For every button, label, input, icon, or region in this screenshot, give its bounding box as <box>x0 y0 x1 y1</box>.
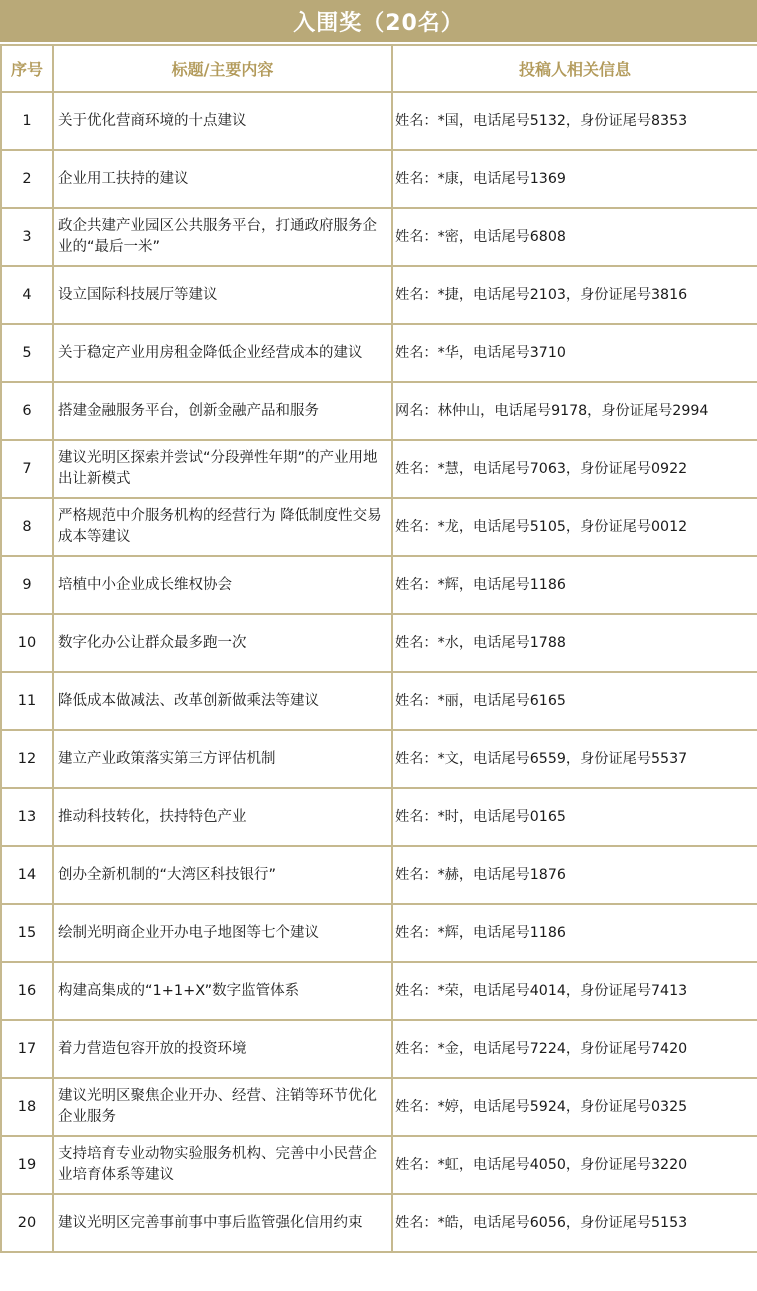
table-row <box>1 440 757 498</box>
row-number: 5 <box>1 324 53 382</box>
banner-title: 入围奖（20名） <box>0 0 757 44</box>
row-number: 6 <box>1 382 53 440</box>
row-number: 3 <box>1 208 53 266</box>
row-title: 关于优化营商环境的十点建议 <box>53 92 392 150</box>
table-header-row <box>1 45 757 92</box>
table-row <box>1 498 757 556</box>
table-row <box>1 788 757 846</box>
row-title: 建立产业政策落实第三方评估机制 <box>53 730 392 788</box>
row-number: 13 <box>1 788 53 846</box>
row-title: 创办全新机制的“大湾区科技银行” <box>53 846 392 904</box>
row-contributor-info: 姓名：*慧，电话尾号7063，身份证尾号0922 <box>392 440 757 498</box>
row-title: 设立国际科技展厅等建议 <box>53 266 392 324</box>
row-title: 关于稳定产业用房租金降低企业经营成本的建议 <box>53 324 392 382</box>
table-row <box>1 150 757 208</box>
row-title: 支持培育专业动物实验服务机构、完善中小民营企业培育体系等建议 <box>53 1136 392 1194</box>
row-number: 17 <box>1 1020 53 1078</box>
row-number: 11 <box>1 672 53 730</box>
row-number: 1 <box>1 92 53 150</box>
row-title: 严格规范中介服务机构的经营行为 降低制度性交易成本等建议 <box>53 498 392 556</box>
row-contributor-info: 姓名：*赫，电话尾号1876 <box>392 846 757 904</box>
row-title: 建议光明区完善事前事中事后监管强化信用约束 <box>53 1194 392 1252</box>
table-row <box>1 208 757 266</box>
row-contributor-info: 姓名：*华，电话尾号3710 <box>392 324 757 382</box>
row-contributor-info: 姓名：*虹，电话尾号4050，身份证尾号3220 <box>392 1136 757 1194</box>
row-title: 培植中小企业成长维权协会 <box>53 556 392 614</box>
table-row <box>1 266 757 324</box>
row-number: 19 <box>1 1136 53 1194</box>
row-number: 15 <box>1 904 53 962</box>
row-contributor-info: 姓名：*龙，电话尾号5105，身份证尾号0012 <box>392 498 757 556</box>
row-contributor-info: 姓名：*皓，电话尾号6056，身份证尾号5153 <box>392 1194 757 1252</box>
row-contributor-info: 姓名：*丽，电话尾号6165 <box>392 672 757 730</box>
row-contributor-info: 姓名：*辉，电话尾号1186 <box>392 556 757 614</box>
row-contributor-info: 姓名：*水，电话尾号1788 <box>392 614 757 672</box>
row-title: 企业用工扶持的建议 <box>53 150 392 208</box>
table-row <box>1 904 757 962</box>
table-row <box>1 382 757 440</box>
row-number: 4 <box>1 266 53 324</box>
table-row <box>1 846 757 904</box>
table-row <box>1 962 757 1020</box>
table-row <box>1 1078 757 1136</box>
row-contributor-info: 姓名：*捷，电话尾号2103，身份证尾号3816 <box>392 266 757 324</box>
row-contributor-info: 姓名：*荣，电话尾号4014，身份证尾号7413 <box>392 962 757 1020</box>
row-contributor-info: 姓名：*文，电话尾号6559，身份证尾号5537 <box>392 730 757 788</box>
row-number: 14 <box>1 846 53 904</box>
row-contributor-info: 姓名：*婷，电话尾号5924，身份证尾号0325 <box>392 1078 757 1136</box>
row-number: 7 <box>1 440 53 498</box>
row-number: 9 <box>1 556 53 614</box>
table-row <box>1 324 757 382</box>
row-title: 数字化办公让群众最多跑一次 <box>53 614 392 672</box>
row-number: 20 <box>1 1194 53 1252</box>
row-contributor-info: 姓名：*国，电话尾号5132，身份证尾号8353 <box>392 92 757 150</box>
row-contributor-info: 姓名：*金，电话尾号7224，身份证尾号7420 <box>392 1020 757 1078</box>
row-title: 政企共建产业园区公共服务平台，打通政府服务企业的“最后一米” <box>53 208 392 266</box>
row-number: 2 <box>1 150 53 208</box>
table-row <box>1 556 757 614</box>
row-number: 16 <box>1 962 53 1020</box>
table-row <box>1 1136 757 1194</box>
row-title: 搭建金融服务平台，创新金融产品和服务 <box>53 382 392 440</box>
row-number: 18 <box>1 1078 53 1136</box>
award-table <box>0 44 757 1253</box>
row-title: 构建高集成的“1+1+X”数字监管体系 <box>53 962 392 1020</box>
row-number: 8 <box>1 498 53 556</box>
table-row <box>1 614 757 672</box>
row-title: 推动科技转化，扶持特色产业 <box>53 788 392 846</box>
row-title: 建议光明区探索并尝试“分段弹性年期”的产业用地出让新模式 <box>53 440 392 498</box>
row-number: 10 <box>1 614 53 672</box>
row-title: 着力营造包容开放的投资环境 <box>53 1020 392 1078</box>
table-row <box>1 730 757 788</box>
row-title: 建议光明区聚焦企业开办、经营、注销等环节优化企业服务 <box>53 1078 392 1136</box>
row-contributor-info: 姓名：*密，电话尾号6808 <box>392 208 757 266</box>
row-contributor-info: 姓名：*辉，电话尾号1186 <box>392 904 757 962</box>
row-title: 降低成本做减法、改革创新做乘法等建议 <box>53 672 392 730</box>
header-number: 序号 <box>1 45 53 92</box>
row-contributor-info: 姓名：*时，电话尾号0165 <box>392 788 757 846</box>
row-number: 12 <box>1 730 53 788</box>
table-row <box>1 92 757 150</box>
table-row <box>1 1194 757 1252</box>
row-contributor-info: 网名：林仲山，电话尾号9178，身份证尾号2994 <box>392 382 757 440</box>
header-title: 标题/主要内容 <box>53 45 392 92</box>
header-contributor-info: 投稿人相关信息 <box>392 45 757 92</box>
row-contributor-info: 姓名：*康，电话尾号1369 <box>392 150 757 208</box>
table-row <box>1 1020 757 1078</box>
row-title: 绘制光明商企业开办电子地图等七个建议 <box>53 904 392 962</box>
table-row <box>1 672 757 730</box>
